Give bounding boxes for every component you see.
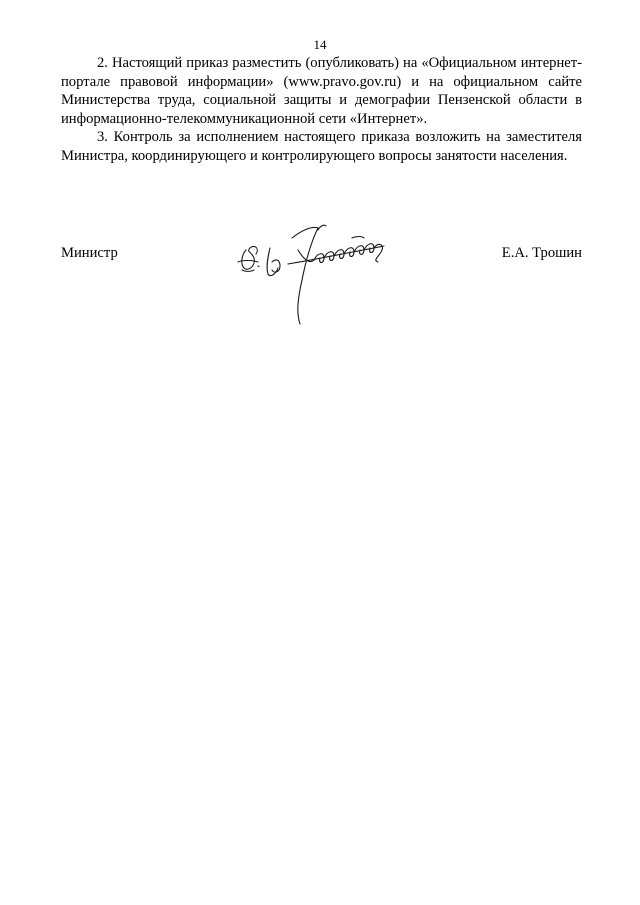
page-number: 14 [313, 37, 327, 52]
handwritten-signature [232, 220, 397, 330]
signatory-name: Е.А. Трошин [501, 245, 582, 261]
paragraph-publication: 2. Настоящий приказ разместить (опубликовать) на «Официальном интернет-портале правовой информации» (www.pravo.gov.ru) и на официальном сайте Министерства труда, социальной защиты и демографии Пензенской области в информационно-телекоммуникационной сети «Интернет». [61, 55, 582, 127]
paragraph-control: 3. Контроль за исполнением настоящего приказа возложить на заместителя Министра, координирующего и контролирующего вопросы занятости населения. [61, 129, 582, 164]
signatory-title: Министр [61, 245, 118, 261]
document-body [61, 54, 582, 165]
